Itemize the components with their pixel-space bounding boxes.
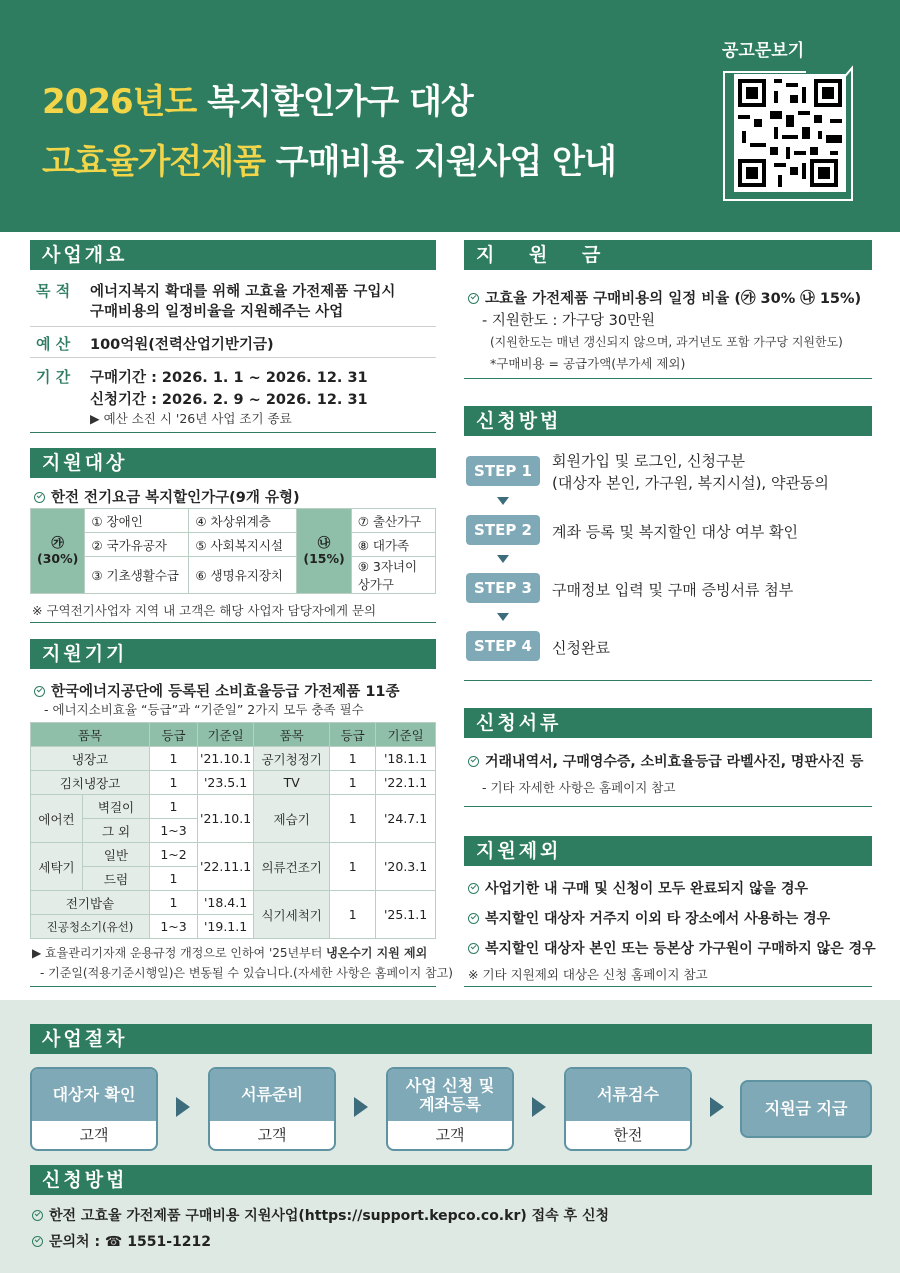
devices-table <box>30 722 436 939</box>
procedure-step <box>208 1067 336 1151</box>
page-title-line1: 2026년도 복지할인가구 대상 <box>42 82 473 122</box>
device-name: 진공청소기(유선) <box>31 915 150 939</box>
col-header: 품목 <box>254 723 330 747</box>
device-subtype: 일반 <box>83 843 150 867</box>
target-main: 한전 전기요금 복지할인가구(9개 유형) <box>34 486 300 507</box>
purchase-period: 구매기간 : 2026. 1. 1 ~ 2026. 12. 31 <box>90 370 368 386</box>
procedure-step-actor: 고객 <box>79 1126 109 1144</box>
device-name: 전기밥솥 <box>31 891 150 915</box>
purpose-line1: 에너지복지 확대를 위해 고효율 가전제품 구입시 <box>90 284 396 300</box>
period-label: 기 간 <box>36 368 71 386</box>
device-grade: 1 <box>150 795 198 819</box>
device-grade: 1 <box>330 747 376 771</box>
device-grade: 1 <box>330 771 376 795</box>
divider <box>30 357 436 358</box>
device-name: TV <box>254 771 330 795</box>
arrow-right-icon <box>710 1097 724 1117</box>
apply-contact: 문의처 : ☎ 1551-1212 <box>32 1231 211 1251</box>
device-name: 김치냉장고 <box>31 771 150 795</box>
col-header: 기준일 <box>376 723 436 747</box>
devices-sub: - 에너지소비효율 “등급”과 “기준일” 2가지 모두 충족 필수 <box>44 702 364 717</box>
divider <box>464 680 872 681</box>
procedure-final-step: 지원금 지급 <box>740 1080 872 1138</box>
target-item: ⑨ 3자녀이상가구 <box>351 557 435 594</box>
check-circle-icon <box>32 1210 43 1221</box>
devices-main: 한국에너지공단에 등록된 소비효율등급 가전제품 11종 <box>34 680 400 701</box>
check-circle-icon <box>468 913 479 924</box>
arrow-down-icon <box>497 555 509 563</box>
procedure-step <box>30 1067 158 1151</box>
device-name: 세탁기 <box>31 843 83 891</box>
apply-line1: 한전 고효율 가전제품 구매비용 지원사업(https://support.kepco.co.kr) 접속 후 신청 <box>32 1205 609 1225</box>
exclude-item: 복지할인 대상자 거주지 이외 타 장소에서 사용하는 경우 <box>468 908 830 928</box>
check-circle-icon <box>32 1236 43 1247</box>
device-date: '20.3.1 <box>376 843 436 891</box>
device-grade: 1 <box>150 891 198 915</box>
step-text: 계좌 등록 및 복지할인 대상 여부 확인 <box>552 523 798 541</box>
step-badge: STEP 3 <box>466 573 540 603</box>
grant-limit: - 지원한도 : 가구당 30만원 <box>482 313 656 329</box>
device-date: '22.11.1 <box>198 843 254 891</box>
divider <box>30 432 436 433</box>
divider <box>30 986 436 987</box>
grant-cost-note: *구매비용 = 공급가액(부가세 제외) <box>490 356 686 371</box>
device-date: '25.1.1 <box>376 891 436 939</box>
section-overview-heading: 사업개요 <box>30 240 436 270</box>
device-grade: 1 <box>150 747 198 771</box>
divider <box>30 326 436 327</box>
step-badge: STEP 4 <box>466 631 540 661</box>
device-date: '23.5.1 <box>198 771 254 795</box>
devices-note1: ▶ 효율관리기자재 운용규정 개정으로 인하여 '25년부터 냉온수기 지원 제외 <box>32 946 428 960</box>
device-subtype: 그 외 <box>83 819 150 843</box>
qr-code[interactable] <box>734 74 846 192</box>
group-a-label: ㉮ (30%) <box>31 509 85 594</box>
header-banner <box>0 0 900 232</box>
col-header: 등급 <box>330 723 376 747</box>
target-item: ① 장애인 <box>85 509 189 533</box>
check-circle-icon <box>468 756 479 767</box>
divider <box>464 378 872 379</box>
section-grant-heading: 지 원 금 <box>464 240 872 270</box>
device-grade: 1 <box>330 795 376 843</box>
docs-main: 거래내역서, 구매영수증, 소비효율등급 라벨사진, 명판사진 등 <box>468 751 863 771</box>
section-apply-heading: 신청방법 <box>30 1165 872 1195</box>
section-target-heading: 지원대상 <box>30 448 436 478</box>
device-name: 식기세척기 <box>254 891 330 939</box>
procedure-step-actor: 한전 <box>613 1126 643 1144</box>
page-title-line2: 고효율가전제품 구매비용 지원사업 안내 <box>42 142 616 182</box>
step-text: (대상자 본인, 가구원, 복지시설), 약관동의 <box>552 474 829 492</box>
device-grade: 1 <box>150 771 198 795</box>
procedure-step <box>564 1067 692 1151</box>
device-name: 의류건조기 <box>254 843 330 891</box>
step-badge: STEP 2 <box>466 515 540 545</box>
procedure-step-title: 서류준비 <box>210 1069 334 1121</box>
arrow-right-icon <box>354 1097 368 1117</box>
col-header: 품목 <box>31 723 150 747</box>
arrow-down-icon <box>497 613 509 621</box>
device-date: '19.1.1 <box>198 915 254 939</box>
target-item: ③ 기초생활수급 <box>85 557 189 594</box>
device-subtype: 벽걸이 <box>83 795 150 819</box>
device-grade: 1 <box>150 867 198 891</box>
target-item: ⑥ 생명유지장치 <box>189 557 297 594</box>
device-grade: 1 <box>330 891 376 939</box>
device-date: '18.1.1 <box>376 747 436 771</box>
divider <box>464 806 872 807</box>
device-date: '21.10.1 <box>198 747 254 771</box>
procedure-step-title: 사업 신청 및 계좌등록 <box>388 1069 512 1121</box>
step-text: 회원가입 및 로그인, 신청구분 <box>552 452 745 470</box>
target-item: ② 국가유공자 <box>85 533 189 557</box>
section-devices-heading: 지원기기 <box>30 639 436 669</box>
procedure-step-title: 대상자 확인 <box>32 1069 156 1121</box>
divider <box>30 622 436 623</box>
check-circle-icon <box>468 883 479 894</box>
procedure-step <box>386 1067 514 1151</box>
device-name: 제습기 <box>254 795 330 843</box>
grant-limit-note: (지원한도는 매년 갱신되지 않으며, 과거년도 포함 가구당 지원한도) <box>490 335 843 349</box>
qr-code-icon <box>734 74 846 192</box>
purpose-line2: 구매비용의 일정비율을 지원해주는 사업 <box>90 304 344 320</box>
exclude-item: 사업기한 내 구매 및 신청이 모두 완료되지 않을 경우 <box>468 878 808 898</box>
device-grade: 1~2 <box>150 843 198 867</box>
check-circle-icon <box>468 943 479 954</box>
qr-label: 공고문보기 <box>722 41 805 61</box>
device-grade: 1 <box>330 843 376 891</box>
device-date: '21.10.1 <box>198 795 254 843</box>
section-procedure-heading: 사업절차 <box>30 1024 872 1054</box>
budget-label: 예 산 <box>36 335 71 353</box>
period-note: ▶ 예산 소진 시 '26년 사업 조기 종료 <box>90 411 292 426</box>
section-method-heading: 신청방법 <box>464 406 872 436</box>
check-circle-icon <box>468 293 479 304</box>
grant-main: 고효율 가전제품 구매비용의 일정 비율 (㉮ 30% ㉯ 15%) <box>468 287 861 308</box>
docs-sub: - 기타 자세한 사항은 홈페이지 참고 <box>482 780 676 795</box>
procedure-step-actor: 고객 <box>435 1126 465 1144</box>
target-item: ⑦ 출산가구 <box>351 509 435 533</box>
exclude-item: 복지할인 대상자 본인 또는 등본상 가구원이 구매하지 않은 경우 <box>468 938 876 958</box>
device-date: '22.1.1 <box>376 771 436 795</box>
target-note: ※ 구역전기사업자 지역 내 고객은 해당 사업자 담당자에게 문의 <box>32 603 377 618</box>
exclude-note: ※ 기타 지원제외 대상은 신청 홈페이지 참고 <box>468 967 708 982</box>
col-header: 기준일 <box>198 723 254 747</box>
device-date: '24.7.1 <box>376 795 436 843</box>
check-circle-icon <box>34 492 45 503</box>
procedure-step-actor: 고객 <box>257 1126 287 1144</box>
arrow-right-icon <box>532 1097 546 1117</box>
step-text: 구매정보 입력 및 구매 증빙서류 첨부 <box>552 581 794 599</box>
arrow-right-icon <box>176 1097 190 1117</box>
step-badge: STEP 1 <box>466 456 540 486</box>
budget-value: 100억원(전력산업기반기금) <box>90 337 274 353</box>
procedure-step-title: 서류검수 <box>566 1069 690 1121</box>
arrow-down-icon <box>497 497 509 505</box>
apply-period: 신청기간 : 2026. 2. 9 ~ 2026. 12. 31 <box>90 392 368 408</box>
col-header: 등급 <box>150 723 198 747</box>
target-table <box>30 508 436 594</box>
device-name: 냉장고 <box>31 747 150 771</box>
divider <box>464 986 872 987</box>
devices-note2: - 기준일(적용기준시행일)은 변동될 수 있습니다.(자세한 사항은 홈페이지 참고) <box>40 966 453 980</box>
check-circle-icon <box>34 686 45 697</box>
device-grade: 1~3 <box>150 915 198 939</box>
target-item: ⑧ 대가족 <box>351 533 435 557</box>
device-grade: 1~3 <box>150 819 198 843</box>
target-item: ⑤ 사회복지시설 <box>189 533 297 557</box>
purpose-label: 목 적 <box>36 282 71 300</box>
step-text: 신청완료 <box>552 639 610 657</box>
section-docs-heading: 신청서류 <box>464 708 872 738</box>
device-name: 에어컨 <box>31 795 83 843</box>
section-exclude-heading: 지원제외 <box>464 836 872 866</box>
device-subtype: 드럼 <box>83 867 150 891</box>
device-date: '18.4.1 <box>198 891 254 915</box>
device-name: 공기청정기 <box>254 747 330 771</box>
group-b-label: ㉯ (15%) <box>297 509 351 594</box>
target-item: ④ 차상위계층 <box>189 509 297 533</box>
